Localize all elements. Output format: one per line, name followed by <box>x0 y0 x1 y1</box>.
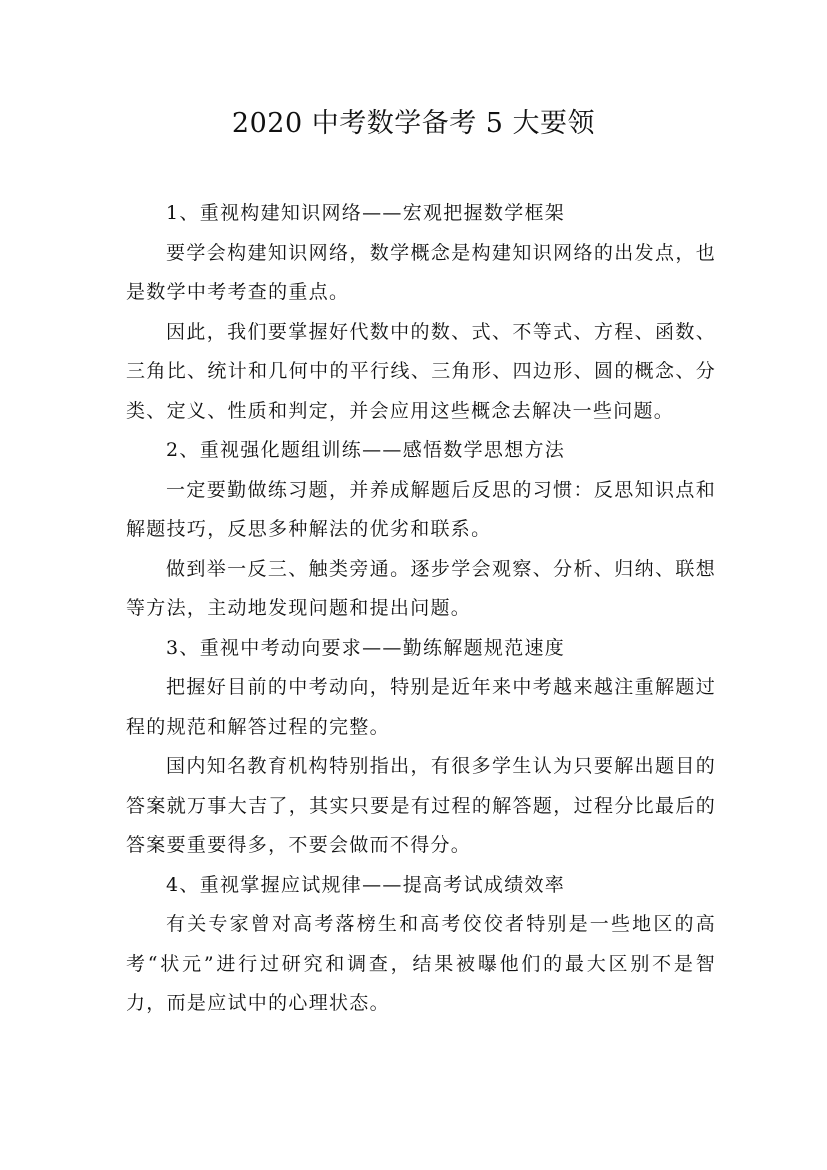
heading-3: 3、重视中考动向要求——勤练解题规范速度 <box>166 636 566 659</box>
heading-1: 1、重视构建知识网络——宏观把握数学框架 <box>166 202 566 224</box>
heading-2: 2、重视强化题组训练——感悟数学思想方法 <box>166 439 566 461</box>
paragraph: 要学会构建知识网络，数学概念是构建知识网络的出发点，也是数学中考考查的重点。 <box>126 241 716 303</box>
heading-4: 4、重视掌握应试规律——提高考试成绩效率 <box>166 873 566 896</box>
paragraph: 做到举一反三、触类旁通。逐步学会观察、分析、归纳、联想等方法，主动地发现问题和提出问题。 <box>126 557 716 619</box>
paragraph: 一定要勤做练习题，并养成解题后反思的习惯：反思知识点和解题技巧，反思多种解法的优劣和联系。 <box>126 478 716 540</box>
paragraph: 有关专家曾对高考落榜生和高考佼佼者特别是一些地区的高考“状元”进行过研究和调查，结果被曝他们的最大区别不是智力，而是应试中的心理状态。 <box>126 913 716 1014</box>
paragraph: 国内知名教育机构特别指出，有很多学生认为只要解出题目的答案就万事大吉了，其实只要是有过程的解答题，过程分比最后的答案要重要得多，不要会做而不得分。 <box>126 755 716 856</box>
document-body <box>126 194 716 1024</box>
paragraph: 把握好目前的中考动向，特别是近年来中考越来越注重解题过程的规范和解答过程的完整。 <box>126 676 716 738</box>
document-title: 2020 中考数学备考 5 大要领 <box>231 108 596 139</box>
paragraph: 因此，我们要掌握好代数中的数、式、不等式、方程、函数、三角比、统计和几何中的平行线、三角形、四边形、圆的概念、分类、定义、性质和判定，并会应用这些概念去解决一些问题。 <box>126 320 716 422</box>
